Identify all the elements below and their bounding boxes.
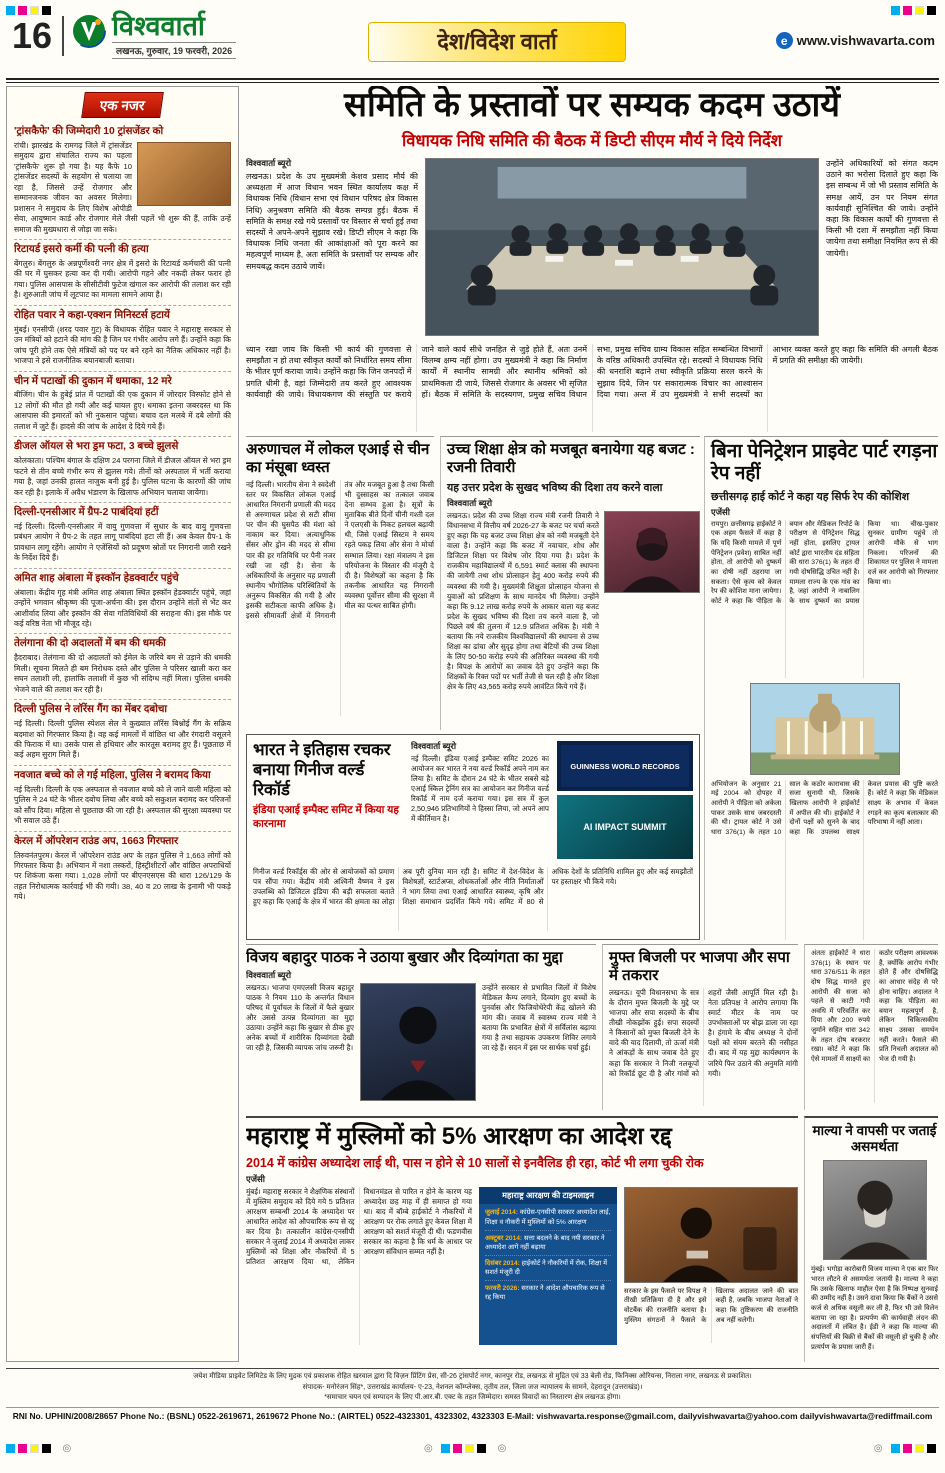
imprint-footer [6,1368,939,1421]
guinness-body: गिनीज वर्ल्ड रिकॉर्ड्स की ओर से आयोजकों को प्रमाण पत्र सौंपा गया। केंद्रीय मंत्री अश्विनी वैष्णव ने इस उपलब्धि को डिजिटल इंडिया की बड़ी सफलता बताते हुए कहा कि एआई के क्षेत्र में भारत की क्षमता का लोहा अब पूरी दुनिया मान रही है। समिट में देश-विदेश के विशेषज्ञों, स्टार्टअप्स, शोधकर्ताओं और नीति निर्माताओं ने भाग लिया तथा एआई आधारित स्वास्थ्य, कृषि और शिक्षा समाधान प्रदर्शित किये गये। समिट में 80 से अधिक देशों के प्रतिनिधि शामिल हुए और कई समझौतों पर हस्ताक्षर भी किये गये। [253,867,693,907]
guinness-headline: भारत ने इतिहास रचकर बनाया गिनीज वर्ल्ड रिकॉर्ड [253,741,391,799]
globe-icon: e [776,32,793,49]
mallya-story [804,1116,938,1362]
vijay-mallya-photo [823,1160,927,1260]
news-brief [14,240,231,306]
electricity-row-headline: मुफ्त बिजली पर भाजपा और सपा में तकरार [609,949,790,984]
timeline-date: फरवरी 2026: [485,1284,520,1292]
lead-side-text: उन्होंने अधिकारियों को संगत कदम उठाने का भरोसा दिलाते हुए कहा कि इस सम्बन्ध में जो भी प्रस्ताव समिति के समक्ष आयें, उन पर नियम संगत कार्यवाही सुनिश्चित की जाये। उन्होंने कहा कि विकास कार्यों की गुणवत्ता से किसी भी दशा में समझौता नहीं किया जायेगा तथा समीक्षा नियमित रूप से की जायेगी। [826,159,938,258]
news-brief-headline: अमित शाह अंबाला में इस्कॉन हेडक्वार्टर पहुंचे [14,572,179,584]
lead-headline: समिति के प्रस्तावों पर सम्यक कदम उठायें [343,86,841,124]
paper-brand [112,12,236,59]
section-title: देश/विदेश वार्ता [368,22,626,62]
pathak-body-right: उन्होंने सरकार से प्रभावित जिलों में विशेष मेडिकल कैम्प लगाने, दिव्यांग हुए बच्चों के पुनर्वास और फिजियोथेरेपी केंद्र खोलने की मांग की। जवाब में स्वास्थ्य राज्य मंत्री ने बताया कि प्रभावित क्षेत्रों में सर्विलांस बढ़ाया गया है तथा सहायक उपकरण शिविर लगाये जा रहे हैं। सदन में इस पर सार्थक चर्चा हुई। [482,983,596,1053]
arunachal-body: नई दिल्ली। भारतीय सेना ने स्वदेशी स्तर पर विकसित लोकल एआई आधारित निगरानी प्रणाली की मदद से अरुणाचल प्रदेश से सटी सीमा पर चीन की घुसपैठ की मंशा को नाकाम कर दिया। अत्याधुनिक सेंसर और ड्रोन की मदद से सीमा पार की हर गतिविधि पर पैनी नजर रखी जा रही है। सेना के अधिकारियों के अनुसार यह प्रणाली स्थानीय भौगोलिक परिस्थितियों के अनुरूप विकसित की गयी है और इसकी सटीकता काफी अधिक है। इससे सीमावर्ती क्षेत्रों में निगरानी तंत्र और मजबूत हुआ है तथा किसी भी दुस्साहस का तत्काल जवाब देना सम्भव हुआ है। सूत्रों के मुताबिक बीते दिनों चीनी गश्ती दल ने एलएसी के निकट हलचल बढ़ायी थी, जिसे एआई सिस्टम ने समय रहते पकड़ लिया और सेना ने मोर्चा सम्भाल लिया। रक्षा मंत्रालय ने इस परियोजना के विस्तार की मंजूरी दे दी है। विशेषज्ञों का कहना है कि तकनीक आधारित यह निगरानी व्यवस्था पूर्वोत्तर सीमा की सुरक्षा में मील का पत्थर साबित होगी। [246,480,434,621]
pathak-headline: विजय बहादुर पाठक ने उठाया बुखार और दिव्यांगता का मुद्दा [246,949,563,966]
news-brief [14,306,231,372]
budget-education-byline: विश्ववार्ता ब्यूरो [447,498,493,508]
pathak-story [246,944,596,1110]
registration-target-icon: ◎ [873,1443,883,1455]
highcourt-subhead: छत्तीसगढ़ हाई कोर्ट ने कहा यह सिर्फ रेप की कोशिश [711,490,910,503]
guinness-byline: विश्ववार्ता ब्यूरो [411,741,457,751]
news-brief [14,372,231,438]
lead-intro: लखनऊ। प्रदेश के उप मुख्यमंत्री केशव प्रसाद मौर्य की अध्यक्षता में आज विधान भवन स्थित कार्यालय कक्ष में विधायक निधि (विधान सभा एवं विधान परिषद क्षेत्र विकास निधि) अनुश्रवण समिति की बैठक सम्पन्न हुई। बैठक में समिति के समक्ष रखे गये प्रस्तावों पर विस्तार से चर्चा हुई तथा सदस्यों ने अपने-अपने सुझाव रखे। डिप्टी सीएम ने कहा कि विधायक निधि जनता की आकांक्षाओं को पूरा करने का महत्वपूर्ण माध्यम है, अतः समिति के प्रस्तावों पर सम्यक और समयबद्ध कदम उठाये जायें। [246,172,418,271]
guinness-subhead: इंडिया एआई इम्पैक्ट समिट में किया यह कारनामा [253,804,399,831]
highcourt-body-2: अभियोजन के अनुसार 21 मई 2004 को दोपहर में आरोपी ने पीड़िता को अकेला पाकर उसके साथ जबरदस्ती की थी। ट्रायल कोर्ट ने उसे धारा 376(1) के तहत 10 साल के कठोर कारावास की सजा सुनायी थी, जिसके खिलाफ आरोपी ने हाईकोर्ट में अपील की थी। हाईकोर्ट ने दोनों पक्षों को सुनने के बाद कहा कि उपलब्ध साक्ष्य केवल प्रयास की पुष्टि करते हैं। कोर्ट ने कहा कि मेडिकल साक्ष्य के अभाव में केवल रगड़ने का कृत्य बलात्कार की परिभाषा में नहीं आता। [711,780,938,837]
arunachal-headline: अरुणाचल में लोकल एआई से चीन का मंसूबा ध्वस्त [246,441,430,476]
lead-story [246,86,938,432]
paper-logo-icon [72,14,106,48]
print-registration-marks-bottom-right [870,1440,939,1458]
news-brief-body: हैदराबाद। तेलंगाना की दो अदालतों को ईमेल के जरिये बम से उड़ाने की धमकी मिली। सूचना मिलते ही बम निरोधक दस्ते और पुलिस ने परिसर खाली करा कर सघन तलाशी ली, हालांकि तलाशी में कुछ भी संदिग्ध नहीं मिला। पुलिस धमकी भेजने वाले की तलाश कर रही है। [14,653,231,694]
timeline-entry [485,1259,611,1281]
news-brief-body: रांची। झारखंड के रामगढ़ जिले में ट्रांसजेंडर समुदाय द्वारा संचालित राज्य का पहला 'ट्रांसकैफे' शुरू हो गया है। यह कैफे 10 ट्रांसजेंडर सदस्यों के सहयोग से चलाया जा रहा है, जिससे उन्हें रोजगार और सम्मानजनक जीवन का अवसर मिलेगा। प्रशासन ने समुदाय के लिए विशेष ओपीडी सेवा, आयुष्मान कार्ड और रोजगार मेले जैसी पहलें भी शुरू की हैं, ताकि उन्हें समाज की मुख्यधारा से जोड़ा जा सके। [14,140,231,234]
guinness-world-records-logo: GUINNESS WORLD RECORDS [557,741,693,791]
highcourt-story [704,436,938,940]
timeline-date: जुलाई 2014: [485,1209,519,1217]
news-brief-body: नई दिल्ली। दिल्ली पुलिस स्पेशल सेल ने कुख्यात लॉरेंस बिश्नोई गैंग के सक्रिय बदमाश को गिरफ्तार किया है। वह कई मामलों में वांछित था और रंगदारी वसूलने की फिराक में था। उसके पास से हथियार और कारतूस बरामद हुए हैं। पूछताछ में कई अहम सुराग मिले हैं। [14,719,231,760]
timeline-title: महाराष्ट्र आरक्षण की टाइमलाइन [479,1187,617,1205]
reservation-timeline-box [479,1187,617,1345]
mallya-headline: माल्या ने वापसी पर जताई असमर्थता [812,1123,937,1155]
news-brief-headline: दिल्ली-एनसीआर में ग्रैप-2 पाबंदियां हटीं [14,507,159,519]
mallya-body: मुंबई। भगोड़ा कारोबारी विजय माल्या ने एक बार फिर भारत लौटने से असमर्थता जतायी है। माल्या ने कहा कि उसके खिलाफ माहौल ऐसा है कि निष्पक्ष सुनवाई की उम्मीद नहीं है। उसने दावा किया कि बैंकों ने उससे कर्ज से अधिक वसूली कर ली है, फिर भी उसे विलेन बताया जा रहा है। प्रत्यर्पण की कार्यवाही लंदन की अदालतों में लंबित है। ईडी ने कहा कि माल्या की संपत्तियों की बिक्री से बैंकों की वसूली हो चुकी है और प्रत्यर्पण के प्रयास जारी हैं। [811,1266,938,1351]
timeline-text: सरकार ने आदेश औपचारिक रूप से रद्द किया [485,1284,605,1302]
news-brief-headline: दिल्ली पुलिस ने लॉरेंस गैंग का मेंबर दबोचा [14,704,168,716]
news-brief-headline: तेलंगाना की दो अदालतों में बम की धमकी [14,638,166,650]
budget-education-body: लखनऊ। प्रदेश की उच्च शिक्षा राज्य मंत्री रजनी तिवारी ने विधानसभा में वित्तीय वर्ष 2026-27 के बजट पर चर्चा करते हुए कहा कि यह बजट उच्च शिक्षा क्षेत्र को नयी मजबूती देने वाला है। उन्होंने कहा कि बजट में नवाचार, शोध और डिजिटल शिक्षा पर विशेष जोर दिया गया है। प्रदेश के राजकीय महाविद्यालयों में 6,591 स्मार्ट क्लास की स्थापना की जायेगी तथा शोध प्रोत्साहन हेतु 400 करोड़ रुपये की व्यवस्था की गयी है। मुख्यमंत्री शिक्षुता प्रोत्साहन योजना से युवाओं को प्रशिक्षण के साथ मानदेय भी मिलेगा। उन्होंने कहा कि 9.12 लाख करोड़ रुपये के आकार वाला यह बजट प्रदेश के सुखद भविष्य की दिशा तय करने वाला है, जो पिछले वर्ष की तुलना में 12.9 प्रतिशत अधिक है। मंत्री ने बताया कि नये राजकीय विश्वविद्यालयों की स्थापना से उच्च शिक्षा का ढांचा और सुदृढ़ होगा तथा बेटियों की उच्च शिक्षा के लिए 50-50 करोड़ रुपये की अतिरिक्त व्यवस्था की गयी है। विपक्ष के आरोपों का जवाब देते हुए उन्होंने कहा कि शिक्षकों के रिक्त पदों पर भर्ती तेजी से चल रही है और शिक्षा क्षेत्र के लिए 43,565 करोड़ रुपये आवंटित किये गये हैं। [447,511,599,692]
news-briefs-title: एक नजर [81,92,163,118]
news-brief-headline: नवजात बच्चे को ले गई महिला, पुलिस ने बरामद किया [14,769,211,781]
timeline-text: सत्ता बदलने के बाद नयी सरकार ने अध्यादेश आगे नहीं बढ़ाया [485,1234,605,1252]
timeline-entry [485,1234,611,1256]
imprint-line-1: जयेश मीडिया प्राइवेट लिमिटेड के लिए मुद्रक एवं प्रकाशक रोहित खरवाल द्वारा दि विज़न प्रिंटिंग प्रेस, सी-26 ट्रांसपोर्ट नगर, कानपुर रोड, लखनऊ से मुद्रित एवं 33 बेली रोड, फिनिक्स ओरियन्स, निराला नगर, लखनऊ से प्रकाशित। [193,1373,752,1380]
print-registration-marks-bottom-center [420,1440,510,1458]
news-brief-body: अंबाला। केंद्रीय गृह मंत्री अमित शाह अंबाला स्थित इस्कॉन हेडक्वार्टर पहुंचे, जहां उन्होंने भगवान श्रीकृष्ण की पूजा-अर्चना की। इस दौरान उन्होंने संतों से भेंट कर आशीर्वाद लिया और इस्कॉन की सेवा गतिविधियों की सराहना की। इस मौके पर कई वरिष्ठ नेता भी मौजूद रहे। [14,587,231,629]
news-brief-headline: चीन में पटाखों की दुकान में धमाका, 12 मरे [14,375,172,387]
ai-impact-summit-photo: AI IMPACT SUMMIT [557,795,693,859]
timeline-entry [485,1208,611,1230]
news-brief-headline: केरल में ऑपरेशन राउंड अप, 1663 गिरफ्तार [14,835,179,847]
timeline-date: दिसंबर 2014: [485,1259,520,1267]
maharashtra-quota-story [246,1116,798,1362]
rajni-tiwari-photo [604,511,700,593]
maharashtra-body: मुंबई। महाराष्ट्र सरकार ने शैक्षणिक संस्थानों में मुस्लिम समुदाय को दिये गये 5 प्रतिशत आरक्षण सम्बन्धी 2014 के अध्यादेश पर आधारित आदेश को औपचारिक रूप से रद्द कर दिया है। तत्कालीन कांग्रेस-एनसीपी सरकार ने जुलाई 2014 में अध्यादेश लाकर मुस्लिमों को शिक्षा और नौकरियों में 5 प्रतिशत आरक्षण दिया था, लेकिन विधानमंडल से पारित न होने के कारण यह अध्यादेश छह माह में ही समाप्त हो गया था। बाद में बॉम्बे हाईकोर्ट ने नौकरियों में आरक्षण पर रोक लगाते हुए केवल शिक्षा में आरक्षण को सशर्त मंजूरी दी थी। फडणवीस सरकार का कहना है कि धर्म के आधार पर आरक्षण संविधान सम्मत नहीं है। [246,1186,472,1267]
meeting-photo [425,158,819,336]
registration-target-icon: ◎ [497,1443,507,1455]
news-brief-body: मुंबई। एनसीपी (शरद पवार गुट) के विधायक रोहित पवार ने महाराष्ट्र सरकार से उन मंत्रियों को हटाने की मांग की है जिन पर गंभीर आरोप लगे हैं। उन्होंने कहा कि जांच पूरी होने तक ऐसे मंत्रियों को पद पर बने रहने का नैतिक अधिकार नहीं है। भाजपा ने इसे राजनीतिक बयानबाजी बताया। [14,324,231,366]
pathak-body-left: लखनऊ। भाजपा एमएलसी विजय बहादुर पाठक ने नियम 110 के अन्तर्गत विधान परिषद में पूर्वांचल के जिलों में फैले बुखार और उससे उत्पन्न दिव्यांगता का मुद्दा उठाया। उन्होंने कहा कि बुखार से ठीक हुए अनेक बच्चों में शारीरिक दिव्यांगता देखी जा रही है, जिसकी व्यापक जांच जरूरी है। [246,983,354,1053]
paper-name: विश्ववार्ता [112,11,205,41]
guinness-record-story [246,734,700,940]
lead-byline: विश्ववार्ता ब्यूरो [246,158,292,169]
electricity-row-story [602,944,798,1110]
pathak-byline: विश्ववार्ता ब्यूरो [246,970,292,980]
vijay-bahadur-pathak-photo [360,983,476,1101]
news-brief [14,437,231,503]
edition-dateline: लखनऊ, गुरुवार, 19 फरवरी, 2026 [112,42,236,59]
imprint-line-2: संपादक- मनोरंजन सिंह*, उत्तराखंड कार्यालय- ए-23, नेशनल कॉम्प्लेक्स, तृतीय तल, जिला जज न्यायालय के सामने, देहरादून (उत्तराखंड)। [302,1383,643,1391]
electricity-row-body: लखनऊ। यूपी विधानसभा के सत्र के दौरान मुफ्त बिजली के मुद्दे पर भाजपा और सपा सदस्यों के बीच तीखी नोकझोंक हुई। सपा सदस्यों ने किसानों को मुफ्त बिजली देने के वादे की याद दिलायी, तो ऊर्जा मंत्री ने आंकड़ों के साथ जवाब देते हुए कहा कि सरकार ने निजी नलकूपों को रिकॉर्ड छूट दी है और गांवों को शहरों जैसी आपूर्ति मिल रही है। नेता प्रतिपक्ष ने आरोप लगाया कि स्मार्ट मीटर के नाम पर उपभोक्ताओं पर बोझ डाला जा रहा है। हंगामे के बीच अध्यक्ष ने दोनों पक्षों को संयम बरतने की नसीहत दी। बाद में यह मुद्दा कार्यस्थगन के जरिये फिर उठाने की अनुमति मांगी गयी। [609,988,798,1078]
fadnavis-photo [624,1187,798,1283]
news-briefs-column [6,86,239,1362]
highcourt-headline: बिना पेनिट्रेशन प्राइवेट पार्ट रगड़ना रेप नहीं [711,441,938,485]
news-brief [14,634,231,700]
news-brief-body: नई दिल्ली। दिल्ली के एक अस्पताल से नवजात बच्चे को ले जाने वाली महिला को पुलिस ने 24 घंटे के भीतर दबोच लिया और बच्चे को सकुशल बरामद कर परिजनों को सौंप दिया। महिला से पूछताछ की जा रही है। अस्पताल की सुरक्षा व्यवस्था पर भी सवाल उठे हैं। [14,784,231,826]
print-registration-marks-top-right [891,2,939,20]
news-brief-headline: डीजल ऑयल से भरा ड्रम फटा, 3 बच्चे झुलसे [14,441,179,453]
registration-target-icon: ◎ [62,1443,72,1455]
imprint-line-3: *समाचार चयन एवं सम्पादन के लिए पी.आर.बी. एक्ट के तहत जिम्मेदार। समस्त विवादों का निस्तारण क्षेत्र लखनऊ होगा। [324,1394,621,1401]
transcafe-photo [137,142,231,206]
print-registration-marks-bottom-left [6,1440,75,1458]
maharashtra-aside-text: सरकार के इस फैसले पर विपक्ष ने तीखी प्रतिक्रिया दी है और इसे वोटबैंक की राजनीति बताया है। मुस्लिम संगठनों ने फैसले के खिलाफ अदालत जाने की बात कही है, जबकि भाजपा नेताओं ने कहा कि तुष्टिकरण की राजनीति अब नहीं चलेगी। [624,1287,798,1324]
highcourt-building-photo [750,683,900,775]
maharashtra-subhead: 2014 में कांग्रेस अध्यादेश लाई थी, पास न होने से 10 सालों से इनवैलिड ही रहा, कोर्ट भी लगा चुकी रोक [246,1155,704,1170]
news-brief [14,503,231,569]
registration-target-icon: ◎ [424,1443,433,1455]
timeline-text: हाईकोर्ट ने नौकरियों में रोक, शिक्षा में सशर्त मंजूरी दी [485,1259,608,1277]
lead-subhead: विधायक निधि समिति की बैठक में डिप्टी सीएम मौर्य ने दिये निर्देश [401,132,782,151]
timeline-text: कांग्रेस-एनसीपी सरकार अध्यादेश लाई, शिक्षा व नौकरी में मुस्लिमों को 5% आरक्षण [485,1209,611,1227]
news-brief-headline: 'ट्रांसकैफे' की जिम्मेदारी 10 ट्रांसजेंडर को [14,126,164,137]
news-brief [14,832,231,907]
arunachal-story [246,436,434,730]
timeline-entry [485,1284,611,1305]
website-url: www.vishwavarta.com [796,33,935,48]
news-brief-body: बेंगलुरु। बेंगलुरु के अन्नपूर्णेश्वरी नगर क्षेत्र में इसरो के रिटायर्ड कर्मचारी की पत्नी की घर में घुसकर हत्या कर दी गयी। आरोपी गहने और नकदी लेकर फरार हो गया। पुलिस आसपास के सीसीटीवी फुटेज खंगाल कर आरोपी की तलाश कर रही है। शुरुआती जांच में लूटपाट का मामला सामने आया है। [14,258,231,300]
website-block [776,32,935,49]
timeline-date: अक्टूबर 2014: [485,1234,523,1242]
news-brief-headline: रोहित पवार ने कहा-एक्शन मिनिस्टर्स हटायें [14,309,170,321]
news-brief-body: बीजिंग। चीन के हुबेई प्रांत में पटाखों की एक दुकान में जोरदार विस्फोट होने से 12 लोगों की मौत हो गयी और कई घायल हुए। धमाका इतना जबरदस्त था कि आसपास की इमारतों को भी नुकसान पहुंचा। बचाव दल मलबे में दबे लोगों की तलाश में जुटे हैं। हादसे की जांच के आदेश दे दिये गये हैं। [14,390,231,431]
masthead-rule [6,78,939,83]
news-brief [14,766,231,832]
news-brief [14,700,231,766]
budget-education-subhead: यह उत्तर प्रदेश के सुखद भविष्य की दिशा तय करने वाला [447,482,663,494]
highcourt-byline: एजेंसी [711,506,730,517]
news-brief [14,122,231,240]
highcourt-tail-text: अंततः हाईकोर्ट ने धारा 376(1) के स्थान पर धारा 376/511 के तहत दोष सिद्ध मानते हुए आरोपी की सजा को पहले से काटी गयी अवधि में परिवर्तित कर दिया और 200 रुपये जुर्माने सहित धारा 342 के तहत दोष बरकरार रखा। कोर्ट ने कहा कि ऐसे मामलों में साक्ष्यों का कठोर परीक्षण आवश्यक है, क्योंकि आरोप गंभीर होते हैं और दोषसिद्धि का आधार संदेह से परे होना चाहिए। अदालत ने कहा कि पीड़िता का बयान महत्वपूर्ण है, लेकिन चिकित्सकीय साक्ष्य उसका समर्थन नहीं करते। फैसले की प्रति निचली अदालत को भेज दी गयी है। [811,950,938,1064]
highcourt-body-1: रायपुर। छत्तीसगढ़ हाईकोर्ट ने एक अहम फैसले में कहा है कि यदि किसी मामले में पूर्ण पेनिट्रेशन (प्रवेश) साबित नहीं होता, तो आरोपी को दुष्कर्म का दोषी नहीं ठहराया जा सकता। ऐसे कृत्य को केवल रेप की कोशिश माना जायेगा। कोर्ट ने कहा कि पीड़िता के बयान और मेडिकल रिपोर्ट के परीक्षण से पेनिट्रेशन सिद्ध नहीं होता, इसलिए ट्रायल कोर्ट द्वारा भारतीय दंड संहिता की धारा 376(1) के तहत दी गयी दोषसिद्धि उचित नहीं है। मामला राज्य के एक गांव का है, जहां आरोपी ने नाबालिग के साथ दुष्कर्म का प्रयास किया था। चीख-पुकार सुनकर ग्रामीण पहुंचे तो आरोपी मौके से भाग निकला। परिजनों की शिकायत पर पुलिस ने मामला दर्ज कर आरोपी को गिरफ्तार किया था। [711,520,938,605]
rni-contact-line: RNI No. UPHIN/2008/28657 Phone No.: (BSNL) 0522-2619671, 2619672 Phone No.: (AIRTEL) 0522-4323301, 4323302, 4323303 E-Mail: vishwavarta.response@gmail.com, dailyvishwavarta@yahoo.com dailyvishwavarta@rediffmail.com [6,1407,939,1421]
news-brief-headline: रिटायर्ड इसरो कर्मी की पत्नी की हत्या [14,244,149,256]
highcourt-story-continuation [804,944,938,1110]
news-brief-body: तिरुवनंतपुरम। केरल में 'ऑपरेशन राउंड अप' के तहत पुलिस ने 1,663 लोगों को गिरफ्तार किया है। अभियान में नशा तस्करों, हिस्ट्रीशीटरों और वांछित अपराधियों पर शिकंजा कसा गया। 1,028 लोगों पर बीएनएसएस की धारा 126/129 के तहत निरोधात्मक कार्रवाई भी की गयी। 38, 40 व 20 लाख के इनामी भी पकड़े गये। [14,850,231,902]
budget-education-headline: उच्च शिक्षा क्षेत्र को मजबूत बनायेगा यह बजट : रजनी तिवारी [447,441,695,476]
guinness-intro: नई दिल्ली। इंडिया एआई इम्पैक्ट समिट 2026 का आयोजन कर भारत ने नया वर्ल्ड रिकॉर्ड अपने नाम कर लिया है। समिट के दौरान 24 घंटे के भीतर सबसे बड़े एआई स्किल ट्रेनिंग सत्र का आयोजन कर गिनीज वर्ल्ड रिकॉर्ड में नाम दर्ज कराया गया। इस सत्र में कुल 2,50,946 प्रतिभागियों ने हिस्सा लिया, जो अपने आप में कीर्तिमान है। [411,754,549,824]
budget-education-story [440,436,700,730]
news-brief-body: कोलकाता। पश्चिम बंगाल के दक्षिण 24 परगना जिले में डीजल ऑयल से भरा ड्रम फटने से तीन बच्चे गंभीर रूप से झुलस गये। तीनों को अस्पताल में भर्ती कराया गया है, जहां उनकी हालत नाजुक बनी हुई है। पुलिस घटना के कारणों की जांच कर रही है। इलाके में अवैध भंडारण के खिलाफ अभियान चलाया जायेगा। [14,456,231,497]
maharashtra-headline: महाराष्ट्र में मुस्लिमों को 5% आरक्षण का आदेश रद्द [246,1123,672,1150]
news-brief [14,569,231,635]
maharashtra-byline: एजेंसी [246,1173,265,1184]
news-brief-body: नई दिल्ली। दिल्ली-एनसीआर में वायु गुणवत्ता में सुधार के बाद वायु गुणवत्ता प्रबंधन आयोग ने ग्रैप-2 के तहत लागू पाबंदियां हटा ली हैं। अब केवल ग्रैप-1 के प्रावधान लागू रहेंगे। आयोग ने एजेंसियों को प्रदूषण स्रोतों पर निगरानी जारी रखने के निर्देश दिये हैं। [14,521,231,563]
page-number: 16 [8,16,64,56]
lead-body: ध्यान रखा जाय कि किसी भी कार्य की गुणवत्ता से समझौता न हो तथा स्वीकृत कार्यों को निर्धारित समय सीमा के भीतर पूर्ण कराया जाये। उन्होंने कहा कि जिन जनपदों में प्रगति धीमी है, वहां जिम्मेदारी तय करते हुए आवश्यक कार्यवाही की जाये। विधायकगण की संस्तुति पर कराये जाने वाले कार्य सीधे जनहित से जुड़े होते हैं, अतः उनमें विलम्ब क्षम्य नहीं होगा। उप मुख्यमंत्री ने कहा कि निर्माण कार्यों में स्थानीय सामग्री और स्थानीय श्रमिकों को प्राथमिकता दी जाये, जिससे रोजगार के अवसर भी सृजित हों। बैठक में समिति के सदस्यगण, प्रमुख सचिव विधान सभा, प्रमुख सचिव ग्राम्य विकास सहित सम्बन्धित विभागों के वरिष्ठ अधिकारी उपस्थित रहे। सदस्यों ने विधायक निधि की धनराशि बढ़ाने तथा स्वीकृति प्रक्रिया सरल करने के सुझाव दिये, जिन पर सकारात्मक विचार का आश्वासन दिया गया। अन्त में उप मुख्यमंत्री ने सभी सदस्यों का आभार व्यक्त करते हुए कहा कि समिति की अगली बैठक में प्रगति की समीक्षा की जायेगी। [246,345,938,399]
